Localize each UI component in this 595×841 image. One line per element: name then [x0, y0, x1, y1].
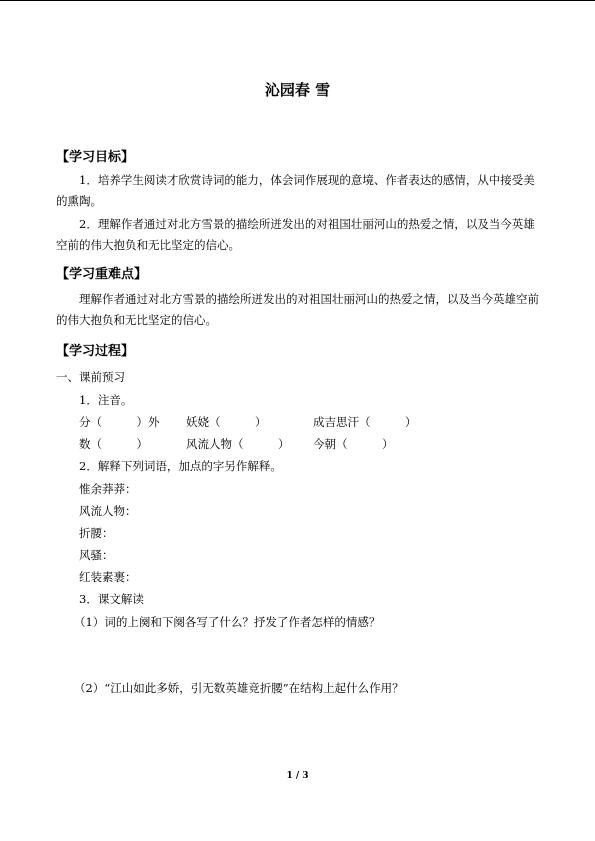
sub-question-1: （1）词的上阕和下阕各写了什么？抒发了作者怎样的情感？ — [74, 615, 381, 629]
pinyin-item-chengjisihan: 成吉思汗（ ） — [313, 415, 417, 429]
pinyin-item-jinzhao: 今朝（ ） — [313, 437, 394, 451]
document-title: 沁园春 雪 — [264, 81, 331, 99]
heading-learning-process: 【学习过程】 — [56, 344, 135, 359]
question-explain-terms: 2．解释下列词语，加点的字另作解释。 — [79, 459, 282, 473]
top-border-line — [0, 0, 595, 1]
heading-learning-goals: 【学习目标】 — [56, 150, 135, 165]
sub-question-2: （2）“江山如此多娇，引无数英雄竞折腰”在结构上起什么作用？ — [74, 681, 404, 695]
goal-item-1: 1．培养学生阅读才欣赏诗词的能力，体会词作展现的意境、作者表达的感情，从中接受美的熏陶。 — [56, 173, 535, 208]
term-hongzhuangsuguo: 红装素裹： — [79, 570, 137, 584]
pinyin-item-shu: 数（ ） — [79, 437, 148, 451]
page-number: 1 / 3 — [286, 771, 309, 781]
question-text-reading: 3．课文解读 — [79, 592, 144, 606]
question-pinyin: 1．注音。 — [79, 393, 133, 407]
term-weiyumangmang: 惟余莽莽： — [79, 482, 137, 496]
part-preview-title: 一、课前预习 — [56, 370, 125, 384]
term-zheyao: 折腰： — [79, 526, 114, 540]
key-points-text: 理解作者通过对北方雪景的描绘所迸发出的对祖国壮丽河山的热爱之情，以及当今英雄空前的伟大抱负和无比坚定的信心。 — [56, 292, 539, 327]
pinyin-item-yaorao: 妖娆（ ） — [186, 415, 267, 429]
pinyin-item-fenwai: 分（ ）外 — [79, 415, 160, 429]
term-fengliurenwu: 风流人物： — [79, 504, 137, 518]
pinyin-item-fengliurenwu: 风流人物（ ） — [186, 437, 290, 451]
goal-item-2: 2．理解作者通过对北方雪景的描绘所迸发出的对祖国壮丽河山的热爱之情，以及当今英雄空前的伟大抱负和无比坚定的信心。 — [56, 217, 535, 252]
heading-key-points: 【学习重难点】 — [56, 267, 148, 282]
term-fengsao: 风骚： — [79, 548, 114, 562]
